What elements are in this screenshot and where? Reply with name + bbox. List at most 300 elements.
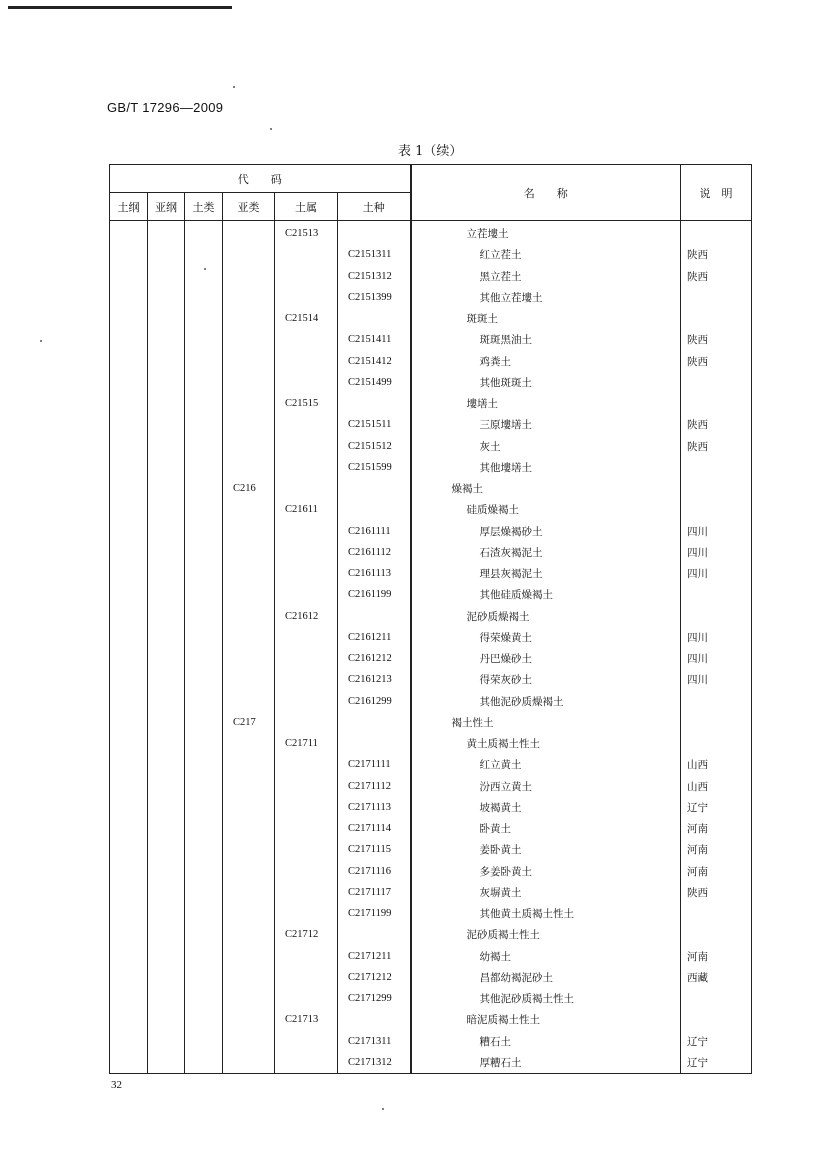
name-cell (411, 754, 681, 775)
order-cell (110, 372, 148, 393)
order-cell (110, 499, 148, 520)
suborder-cell (148, 221, 185, 245)
note-cell (681, 221, 752, 245)
name-cell (411, 669, 681, 690)
name-cell (411, 797, 681, 818)
genus-cell (275, 244, 338, 265)
suborder-cell (148, 669, 185, 690)
subgroup-cell (223, 776, 275, 797)
table-row (110, 946, 752, 967)
note-cell (681, 988, 752, 1009)
suborder-cell (148, 733, 185, 754)
table-row (110, 414, 752, 435)
species-cell: C2171111 (338, 754, 411, 775)
order-cell (110, 606, 148, 627)
subgroup-cell (223, 372, 275, 393)
genus-cell (275, 563, 338, 584)
group-cell (185, 776, 223, 797)
subgroup-cell (223, 648, 275, 669)
soil-name-text: 红立黄土 (479, 759, 522, 772)
name-cell (411, 882, 681, 903)
suborder-cell (148, 1052, 185, 1074)
subgroup-cell (223, 967, 275, 988)
subgroup-cell (223, 308, 275, 329)
soil-name-text: 斑斑黑油土 (479, 334, 533, 347)
species-cell (338, 393, 411, 414)
species-cell: C2171112 (338, 776, 411, 797)
species-cell: C2151599 (338, 457, 411, 478)
genus-cell: C21611 (275, 499, 338, 520)
genus-cell (275, 542, 338, 563)
group-cell (185, 457, 223, 478)
species-cell: C2171115 (338, 839, 411, 860)
subgroup-cell (223, 839, 275, 860)
suborder-cell (148, 839, 185, 860)
group-header: 土类 (185, 193, 223, 221)
note-cell: 四川 (681, 648, 752, 669)
table-row (110, 691, 752, 712)
order-header: 土纲 (110, 193, 148, 221)
order-cell (110, 754, 148, 775)
genus-cell (275, 669, 338, 690)
species-cell: C2161211 (338, 627, 411, 648)
suborder-cell (148, 499, 185, 520)
order-cell (110, 436, 148, 457)
soil-name-text: 其他立茬塿土 (479, 291, 543, 304)
soil-name-text: 汾西立黄土 (479, 780, 533, 793)
group-cell (185, 839, 223, 860)
genus-cell (275, 584, 338, 605)
species-cell: C2151412 (338, 351, 411, 372)
soil-name-text: 厚层燥褐砂土 (479, 525, 543, 538)
soil-name-text: 理县灰褐泥土 (479, 568, 543, 581)
species-cell: C2151411 (338, 329, 411, 350)
soil-name-text: 黑立茬土 (479, 270, 522, 283)
suborder-cell (148, 457, 185, 478)
genus-cell (275, 967, 338, 988)
species-cell: C2151312 (338, 266, 411, 287)
genus-cell (275, 372, 338, 393)
table-row (110, 542, 752, 563)
suborder-cell (148, 988, 185, 1009)
species-cell (338, 221, 411, 245)
subgroup-cell (223, 584, 275, 605)
soil-name-text: 卧黄土 (479, 823, 512, 836)
subgroup-cell: C216 (223, 478, 275, 499)
table-row (110, 988, 752, 1009)
order-cell (110, 776, 148, 797)
note-cell (681, 478, 752, 499)
species-cell: C2151512 (338, 436, 411, 457)
suborder-cell (148, 1009, 185, 1030)
subgroup-cell (223, 414, 275, 435)
name-cell (411, 1052, 681, 1074)
genus-cell (275, 712, 338, 733)
name-cell (411, 329, 681, 350)
order-cell (110, 1031, 148, 1052)
name-cell (411, 414, 681, 435)
soil-name-text: 红立茬土 (479, 249, 522, 262)
name-cell (411, 648, 681, 669)
suborder-cell (148, 436, 185, 457)
soil-name-text: 其他黄土质褐土性土 (479, 908, 575, 921)
top-edge-bar (8, 6, 232, 9)
table-row (110, 436, 752, 457)
table-row (110, 967, 752, 988)
species-cell: C2161112 (338, 542, 411, 563)
page-number: 32 (111, 1079, 122, 1091)
table-row (110, 244, 752, 265)
species-cell: C2161212 (338, 648, 411, 669)
genus-cell (275, 861, 338, 882)
note-header: 说 明 (681, 165, 752, 221)
group-cell (185, 1052, 223, 1074)
name-cell (411, 351, 681, 372)
genus-cell (275, 521, 338, 542)
suborder-cell (148, 967, 185, 988)
subgroup-cell (223, 221, 275, 245)
note-cell: 陕西 (681, 882, 752, 903)
subgroup-cell (223, 903, 275, 924)
subgroup-cell (223, 988, 275, 1009)
soil-name-text: 其他泥砂质燥褐土 (479, 695, 564, 708)
order-cell (110, 584, 148, 605)
name-cell (411, 691, 681, 712)
species-cell: C2171311 (338, 1031, 411, 1052)
order-cell (110, 1009, 148, 1030)
note-cell (681, 606, 752, 627)
subgroup-cell (223, 457, 275, 478)
soil-name-text: 灰土 (479, 440, 501, 453)
name-cell (411, 563, 681, 584)
order-cell (110, 627, 148, 648)
genus-header: 土属 (275, 193, 338, 221)
group-cell (185, 244, 223, 265)
species-cell (338, 499, 411, 520)
group-cell (185, 351, 223, 372)
name-cell (411, 584, 681, 605)
table-row (110, 648, 752, 669)
order-cell (110, 414, 148, 435)
genus-cell (275, 266, 338, 287)
table-row (110, 1009, 752, 1030)
group-cell (185, 1031, 223, 1052)
table-row (110, 882, 752, 903)
suborder-cell (148, 754, 185, 775)
table-row (110, 924, 752, 945)
table-row (110, 797, 752, 818)
soil-name-text: 泥砂质褐土性土 (466, 929, 541, 942)
note-cell (681, 1009, 752, 1030)
genus-cell (275, 351, 338, 372)
suborder-cell (148, 244, 185, 265)
genus-cell (275, 457, 338, 478)
group-cell (185, 924, 223, 945)
table-row (110, 221, 752, 245)
subgroup-cell (223, 244, 275, 265)
order-cell (110, 946, 148, 967)
subgroup-cell (223, 499, 275, 520)
subgroup-cell (223, 797, 275, 818)
name-cell (411, 924, 681, 945)
suborder-cell (148, 393, 185, 414)
note-cell: 河南 (681, 839, 752, 860)
name-cell (411, 712, 681, 733)
species-cell (338, 478, 411, 499)
note-cell (681, 733, 752, 754)
species-cell: C2161199 (338, 584, 411, 605)
genus-cell: C21514 (275, 308, 338, 329)
genus-cell (275, 414, 338, 435)
group-cell (185, 393, 223, 414)
subgroup-cell (223, 669, 275, 690)
genus-cell: C21713 (275, 1009, 338, 1030)
order-cell (110, 882, 148, 903)
genus-cell (275, 691, 338, 712)
note-cell (681, 372, 752, 393)
suborder-cell (148, 542, 185, 563)
name-cell (411, 499, 681, 520)
suborder-cell (148, 776, 185, 797)
group-cell (185, 329, 223, 350)
subgroup-cell (223, 818, 275, 839)
note-cell: 四川 (681, 521, 752, 542)
subgroup-cell (223, 691, 275, 712)
subgroup-cell (223, 351, 275, 372)
name-cell (411, 521, 681, 542)
subgroup-cell (223, 924, 275, 945)
subgroup-cell (223, 733, 275, 754)
species-cell: C2151311 (338, 244, 411, 265)
suborder-cell (148, 627, 185, 648)
subgroup-cell (223, 393, 275, 414)
order-cell (110, 521, 148, 542)
name-cell (411, 627, 681, 648)
genus-cell (275, 882, 338, 903)
subgroup-cell (223, 1052, 275, 1074)
species-cell: C2171116 (338, 861, 411, 882)
table-row (110, 606, 752, 627)
genus-cell (275, 818, 338, 839)
species-header: 土种 (338, 193, 411, 221)
soil-name-text: 得荣燥黄土 (479, 631, 533, 644)
note-cell: 四川 (681, 669, 752, 690)
group-cell (185, 372, 223, 393)
group-cell (185, 712, 223, 733)
group-cell (185, 521, 223, 542)
table-caption: 表 1（续） (398, 144, 463, 159)
soil-name-text: 泥砂质燥褐土 (466, 610, 530, 623)
genus-cell (275, 1031, 338, 1052)
table-row (110, 499, 752, 520)
genus-cell (275, 627, 338, 648)
order-cell (110, 393, 148, 414)
order-cell (110, 457, 148, 478)
group-cell (185, 648, 223, 669)
order-cell (110, 967, 148, 988)
table-row (110, 818, 752, 839)
order-cell (110, 308, 148, 329)
scan-speck (382, 1108, 384, 1110)
table-row (110, 903, 752, 924)
species-cell (338, 712, 411, 733)
note-cell (681, 393, 752, 414)
standard-code: GB/T 17296—2009 (107, 100, 224, 115)
soil-name-text: 其他泥砂质褐土性土 (479, 993, 575, 1006)
soil-name-text: 其他硅质燥褐土 (479, 589, 554, 602)
species-cell (338, 924, 411, 945)
note-cell (681, 499, 752, 520)
table-row (110, 457, 752, 478)
table-row (110, 1052, 752, 1074)
note-cell: 陕西 (681, 266, 752, 287)
name-cell (411, 478, 681, 499)
suborder-cell (148, 584, 185, 605)
order-cell (110, 542, 148, 563)
suborder-header: 亚纲 (148, 193, 185, 221)
genus-cell (275, 946, 338, 967)
order-cell (110, 712, 148, 733)
note-cell: 陕西 (681, 436, 752, 457)
group-cell (185, 988, 223, 1009)
order-cell (110, 351, 148, 372)
note-cell (681, 287, 752, 308)
group-cell (185, 967, 223, 988)
note-cell (681, 308, 752, 329)
genus-cell (275, 1052, 338, 1074)
subgroup-cell (223, 542, 275, 563)
group-cell (185, 221, 223, 245)
table-row (110, 669, 752, 690)
table-row (110, 478, 752, 499)
species-cell (338, 606, 411, 627)
suborder-cell (148, 797, 185, 818)
scan-speck (233, 86, 235, 88)
soil-name-text: 石渣灰褐泥土 (479, 546, 543, 559)
group-cell (185, 861, 223, 882)
order-cell (110, 244, 148, 265)
group-cell (185, 733, 223, 754)
group-cell (185, 308, 223, 329)
name-cell (411, 861, 681, 882)
group-cell (185, 266, 223, 287)
species-cell: C2171212 (338, 967, 411, 988)
subgroup-cell (223, 436, 275, 457)
subgroup-cell (223, 946, 275, 967)
code-group-header: 代 码 (110, 165, 411, 193)
species-cell (338, 1009, 411, 1030)
suborder-cell (148, 329, 185, 350)
scan-speck (270, 128, 272, 130)
soil-code-table (109, 164, 752, 1074)
genus-cell: C21711 (275, 733, 338, 754)
species-cell: C2171114 (338, 818, 411, 839)
genus-cell: C21712 (275, 924, 338, 945)
soil-name-text: 其他塿墡土 (479, 461, 533, 474)
order-cell (110, 669, 148, 690)
soil-name-text: 其他斑斑土 (479, 376, 533, 389)
order-cell (110, 563, 148, 584)
group-cell (185, 691, 223, 712)
soil-name-text: 塿墡土 (466, 398, 499, 411)
order-cell (110, 818, 148, 839)
subgroup-cell (223, 606, 275, 627)
table-row (110, 329, 752, 350)
soil-name-text: 暗泥质褐土性土 (466, 1014, 541, 1027)
soil-name-text: 昌都幼褐泥砂土 (479, 971, 554, 984)
note-cell: 四川 (681, 542, 752, 563)
suborder-cell (148, 521, 185, 542)
suborder-cell (148, 882, 185, 903)
note-cell: 陕西 (681, 244, 752, 265)
soil-name-text: 幼褐土 (479, 950, 512, 963)
name-cell (411, 946, 681, 967)
name-cell (411, 1009, 681, 1030)
soil-name-text: 得荣灰砂土 (479, 674, 533, 687)
suborder-cell (148, 372, 185, 393)
suborder-cell (148, 903, 185, 924)
genus-cell (275, 776, 338, 797)
soil-name-text: 斑斑土 (466, 313, 499, 326)
species-cell: C2161213 (338, 669, 411, 690)
species-cell: C2171117 (338, 882, 411, 903)
group-cell (185, 754, 223, 775)
note-cell: 山西 (681, 776, 752, 797)
note-cell (681, 903, 752, 924)
note-cell: 河南 (681, 861, 752, 882)
order-cell (110, 839, 148, 860)
species-cell: C2171299 (338, 988, 411, 1009)
group-cell (185, 946, 223, 967)
group-cell (185, 584, 223, 605)
species-cell: C2151511 (338, 414, 411, 435)
note-cell: 辽宁 (681, 1031, 752, 1052)
scan-speck (40, 340, 42, 342)
genus-cell (275, 839, 338, 860)
suborder-cell (148, 861, 185, 882)
subgroup-cell (223, 329, 275, 350)
suborder-cell (148, 648, 185, 669)
soil-name-text: 糟石土 (479, 1035, 512, 1048)
group-cell (185, 627, 223, 648)
table-row (110, 627, 752, 648)
table-body (110, 221, 752, 1074)
note-cell: 河南 (681, 818, 752, 839)
order-cell (110, 648, 148, 669)
subgroup-cell (223, 882, 275, 903)
genus-cell: C21612 (275, 606, 338, 627)
group-cell (185, 818, 223, 839)
note-cell (681, 924, 752, 945)
order-cell (110, 988, 148, 1009)
species-cell: C2171211 (338, 946, 411, 967)
table-row (110, 372, 752, 393)
species-cell: C2161113 (338, 563, 411, 584)
table-row (110, 1031, 752, 1052)
species-cell: C2171113 (338, 797, 411, 818)
order-cell (110, 287, 148, 308)
table-row (110, 308, 752, 329)
note-cell: 辽宁 (681, 1052, 752, 1074)
group-cell (185, 436, 223, 457)
name-cell (411, 776, 681, 797)
table-row (110, 521, 752, 542)
species-cell: C2171199 (338, 903, 411, 924)
suborder-cell (148, 266, 185, 287)
table-row (110, 776, 752, 797)
name-cell (411, 221, 681, 245)
soil-name-text: 立茬塿土 (466, 228, 509, 241)
